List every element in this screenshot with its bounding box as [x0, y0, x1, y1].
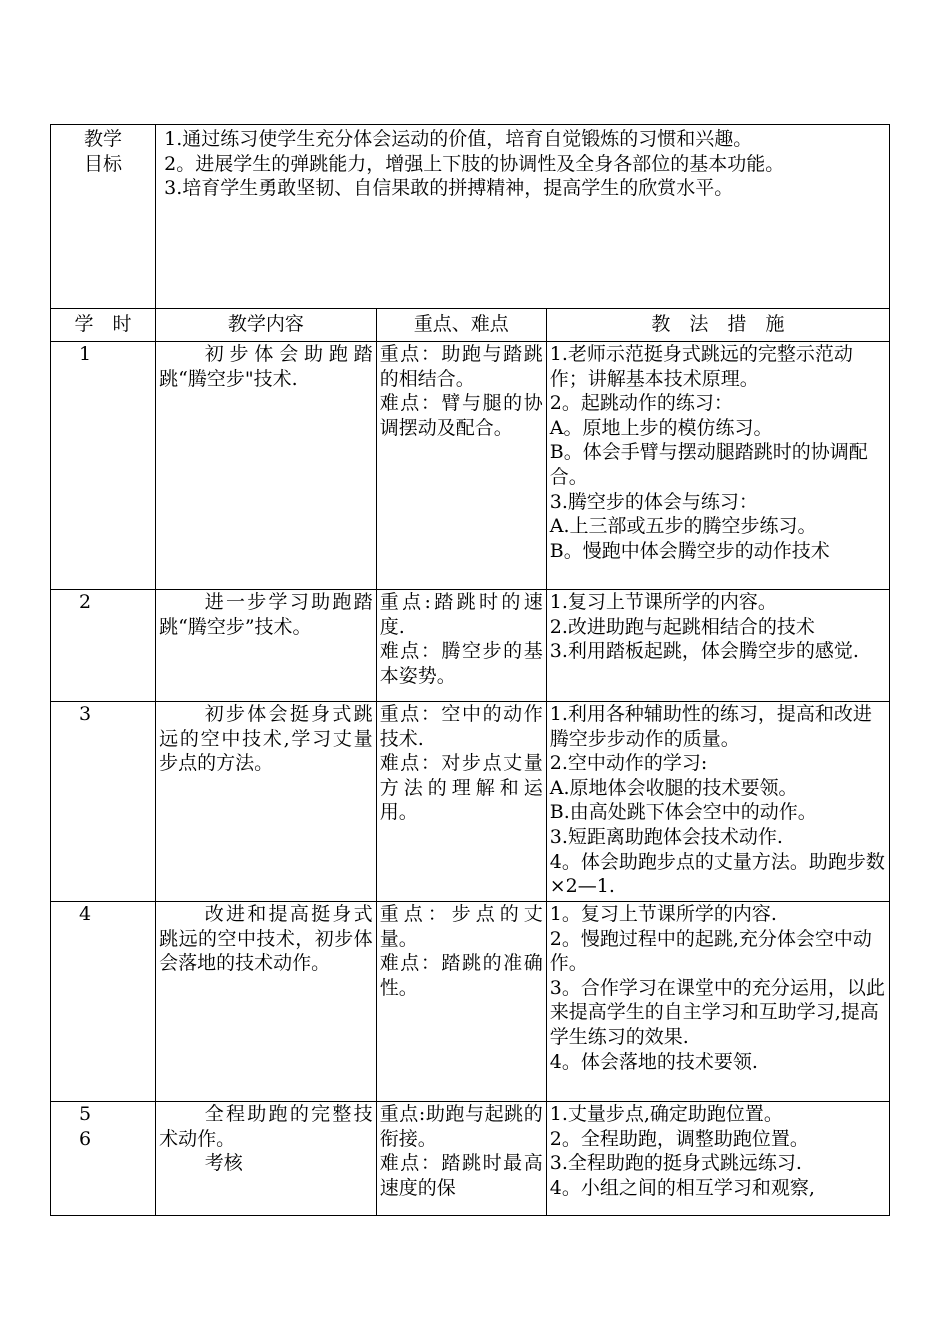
- row-content: 改进和提高挺身式跳远的空中技术，初步体会落地的技术动作。: [156, 902, 377, 1102]
- method-line: 4。体会落地的技术要领.: [549, 1050, 758, 1073]
- method-line: B。慢跑中体会腾空步的动作技术: [549, 539, 830, 562]
- method-line: 2.改进助跑与起跳相结合的技术: [549, 615, 815, 638]
- method-line: B。体会手臂与摆动腿踏跳时的协调配合。: [549, 441, 868, 488]
- row-content: 进一步学习助跑踏跳“腾空步”技术。: [156, 590, 377, 702]
- goal-label: [51, 125, 156, 309]
- header-key: 重点、难点: [376, 309, 546, 342]
- goal-line: 3.培育学生勇敢坚韧、自信果敢的拼搏精神，提高学生的欣赏水平。: [164, 177, 734, 200]
- method-line: 1。复习上节课所学的内容.: [549, 903, 777, 925]
- row-difficulty: 难点：踏跳时最高速度的保: [379, 1152, 543, 1199]
- row-hour: 3: [51, 702, 156, 902]
- row-methods: [546, 590, 889, 702]
- row-content-exam: 考核: [204, 1152, 243, 1175]
- row-methods: [546, 1102, 889, 1216]
- method-line: 1.复习上节课所学的内容。: [549, 591, 777, 613]
- row-key: [376, 342, 546, 590]
- goal-label-line: 目标: [84, 152, 123, 175]
- method-line: A.上三部或五步的腾空步练习。: [549, 515, 817, 538]
- lesson-plan-table: [50, 124, 890, 1216]
- row-difficulty: 难点：腾空步的基本姿势。: [379, 640, 543, 687]
- table-row: [51, 902, 890, 1102]
- goal-row: [51, 125, 890, 309]
- goal-label-line: 教学: [84, 128, 123, 150]
- method-line: 2。慢跑过程中的起跳,充分体会空中动作。: [549, 927, 872, 975]
- row-hour: 4: [51, 902, 156, 1102]
- row-content-text: 全程助跑的完整技术动作。: [159, 1103, 373, 1150]
- method-line: 1.丈量步点,确定助跑位置。: [549, 1103, 783, 1125]
- method-line: 1.老师示范挺身式跳远的完整示范动作；讲解基本技术原理。: [549, 343, 853, 390]
- table-row: [51, 702, 890, 902]
- method-line: 4。小组之间的相互学习和观察,: [549, 1176, 815, 1199]
- header-row: [51, 309, 890, 342]
- row-methods: [546, 902, 889, 1102]
- row-key-point: 重点:助跑与起跳的衔接。: [379, 1103, 543, 1150]
- row-key-point: 重点：步点的丈量。: [379, 903, 543, 950]
- method-line: 2。全程助跑，调整助跑位置。: [549, 1127, 809, 1150]
- method-line: 3.全程助跑的挺身式跳远练习.: [549, 1152, 802, 1175]
- method-line: 1.利用各种辅助性的练习，提高和改进腾空步步动作的质量。: [549, 703, 872, 750]
- row-methods: [546, 342, 889, 590]
- method-line: 4。体会助跑步点的丈量方法。助跑步数×2—1.: [549, 850, 885, 898]
- goal-content: [156, 125, 890, 309]
- row-hour: [51, 1102, 156, 1216]
- method-line: A。原地上步的模仿练习。: [549, 416, 773, 439]
- row-hour: 1: [51, 342, 156, 590]
- table-row: [51, 590, 890, 702]
- row-key: [376, 702, 546, 902]
- header-methods: 教 法 措 施: [546, 309, 889, 342]
- header-hours: 学 时: [51, 309, 156, 342]
- goal-line: 1.通过练习使学生充分体会运动的价值，培育自觉锻炼的习惯和兴趣。: [164, 128, 753, 150]
- goal-line: 2。进展学生的弹跳能力，增强上下肢的协调性及全身各部位的基本功能。: [164, 152, 785, 175]
- method-line: 3.短距离助跑体会技术动作.: [549, 825, 783, 848]
- table-row: [51, 342, 890, 590]
- method-line: 2。起跳动作的练习：: [549, 392, 733, 415]
- row-difficulty: 难点：臂与腿的协调摆动及配合。: [379, 392, 543, 439]
- row-content: 初步体会挺身式跳远的空中技术,学习丈量步点的方法。: [156, 702, 377, 902]
- method-line: 3。合作学习在课堂中的充分运用，以此来提高学生的自主学习和互助学习,提高学生练习的效果.: [549, 976, 885, 1048]
- row-hour: 2: [51, 590, 156, 702]
- row-key-point: 重点：空中的动作技术.: [379, 703, 543, 750]
- row-key-point: 重点:踏跳时的速度.: [379, 591, 543, 638]
- header-content: 教学内容: [156, 309, 377, 342]
- row-methods: [546, 702, 889, 902]
- method-line: 3.腾空步的体会与练习：: [549, 490, 758, 513]
- method-line: B.由高处跳下体会空中的动作。: [549, 801, 817, 824]
- row-difficulty: 难点：踏跳的准确性。: [379, 952, 543, 999]
- row-hour-line: 6: [79, 1127, 92, 1150]
- table-row: [51, 1102, 890, 1216]
- method-line: 3.利用踏板起跳，体会腾空步的感觉.: [549, 640, 859, 663]
- row-key: [376, 590, 546, 702]
- row-key: [376, 902, 546, 1102]
- row-key-point: 重点：助跑与踏跳的相结合。: [379, 343, 543, 390]
- row-content: [156, 1102, 377, 1216]
- row-content: 初步体会助跑踏跳“腾空步"技术.: [156, 342, 377, 590]
- method-line: A.原地体会收腿的技术要领。: [549, 776, 798, 799]
- row-hour-line: 5: [79, 1103, 92, 1125]
- lesson-plan: [50, 124, 890, 1216]
- method-line: 2.空中动作的学习:: [549, 752, 708, 775]
- row-key: [376, 1102, 546, 1216]
- row-difficulty: 难点：对步点丈量方法的理解和运用。: [379, 752, 543, 824]
